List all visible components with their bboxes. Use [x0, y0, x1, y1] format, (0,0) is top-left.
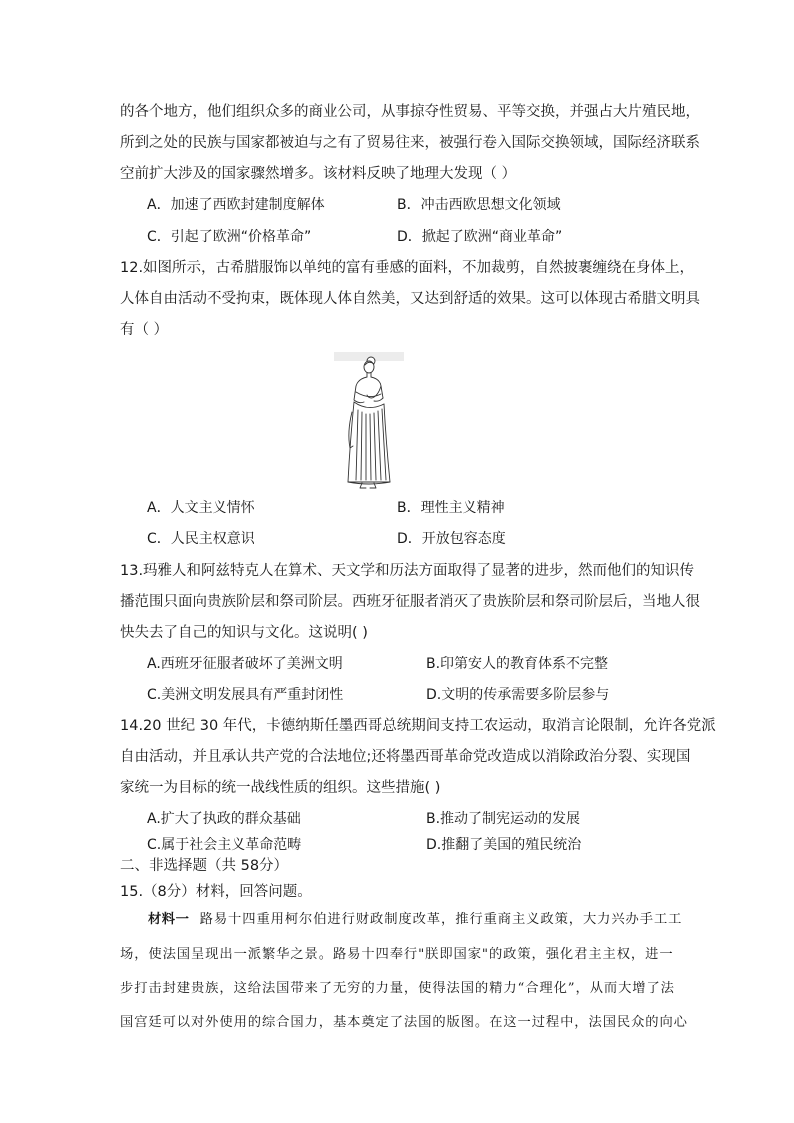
- q12-stem-line-2: 人体自由活动不受拘束，既体现人体自然美，又达到舒适的效果。这可以体现古希腊文明具: [120, 291, 700, 307]
- material-label: 材料一: [148, 912, 190, 927]
- q15-material-line-4: 国宫廷可以对外使用的综合国力，基本奠定了法国的版图。在这一过程中，法国民众的向心: [120, 1015, 688, 1030]
- q13-option-d[interactable]: D.文明的传承需要多阶层参与: [426, 687, 610, 703]
- q14-option-a[interactable]: A.扩大了执政的群众基础: [147, 811, 301, 827]
- q12-option-a[interactable]: A．人文主义情怀: [147, 500, 255, 516]
- q11-option-a[interactable]: A．加速了西欧封建制度解体: [147, 197, 325, 213]
- greek-woman-figure-icon: [334, 352, 404, 492]
- q14-stem-line-1: 14.20 世纪 30 年代，卡德纳斯任墨西哥总统期间支持工农运动，取消言论限制，允许各党派: [120, 718, 716, 734]
- q12-option-d[interactable]: D．开放包容态度: [397, 531, 506, 547]
- q15-material-line-2: 场，使法国呈现出一派繁华之景。路易十四奉行"朕即国家"的政策，强化君主主权，进一: [120, 947, 674, 962]
- q14-stem-line-3: 家统一为目标的统一战线性质的组织。这些措施( ): [120, 780, 441, 796]
- q11-stem-line-3: 空前扩大涉及的国家骤然增多。该材料反映了地理大发现（ ）: [120, 166, 517, 182]
- q13-stem-line-2: 播范围只面向贵族阶层和祭司阶层。西班牙征服者消灭了贵族阶层和祭司阶层后，当地人很: [120, 594, 700, 610]
- q13-stem-line-3: 快失去了自己的知识与文化。这说明( ): [120, 625, 368, 641]
- q14-option-b[interactable]: B.推动了制宪运动的发展: [426, 811, 581, 827]
- section-heading: 二、非选择题（共 58分）: [120, 858, 289, 874]
- q14-option-d[interactable]: D.推翻了美国的殖民统治: [426, 837, 582, 853]
- q15-material-text-1: 路易十四重用柯尔伯进行财政制度改革，推行重商主义政策，大力兴办手工工: [199, 912, 683, 927]
- q12-stem-line-3: 有（ ）: [120, 322, 169, 338]
- q14-stem-line-2: 自由活动，并且承认共产党的合法地位;还将墨西哥革命党改造成以消除政治分裂、实现国: [120, 749, 691, 765]
- q13-stem-line-1: 13.玛雅人和阿兹特克人在算术、天文学和历法方面取得了显著的进步，然而他们的知识传: [120, 563, 695, 579]
- q15-title: 15.（8分）材料，回答问题。: [120, 884, 312, 900]
- q11-option-b[interactable]: B．冲击西欧思想文化领域: [397, 197, 561, 213]
- q11-option-d[interactable]: D．掀起了欧洲“商业革命”: [397, 229, 563, 245]
- q11-stem-line-2: 所到之处的民族与国家都被迫与之有了贸易往来，被强行卷入国际交换领域，国际经济联系: [120, 135, 700, 151]
- q12-option-b[interactable]: B．理性主义精神: [397, 500, 505, 516]
- q15-material-line-1: [148, 910, 682, 930]
- q14-option-c[interactable]: C.属于社会主义革命范畴: [147, 837, 302, 853]
- q12-option-c[interactable]: C．人民主权意识: [147, 531, 255, 547]
- q12-stem-line-1: 12.如图所示，古希腊服饰以单纯的富有垂感的面料，不加裁剪，自然披裹缠绕在身体上，: [120, 260, 695, 276]
- q13-option-b[interactable]: B.印第安人的教育体系不完整: [426, 656, 609, 672]
- q15-material-line-3: 步打击封建贵族，这给法国带来了无穷的力量，使得法国的精力“合理化”，从而大增了法: [120, 981, 675, 996]
- q13-option-c[interactable]: C.美洲文明发展具有严重封闭性: [147, 687, 344, 703]
- q11-stem-line-1: 的各个地方，他们组织众多的商业公司，从事掠夺性贸易、平等交换，并强占大片殖民地，: [120, 104, 700, 120]
- q13-option-a[interactable]: A.西班牙征服者破坏了美洲文明: [147, 656, 343, 672]
- q11-option-c[interactable]: C．引起了欧洲“价格革命”: [147, 229, 312, 245]
